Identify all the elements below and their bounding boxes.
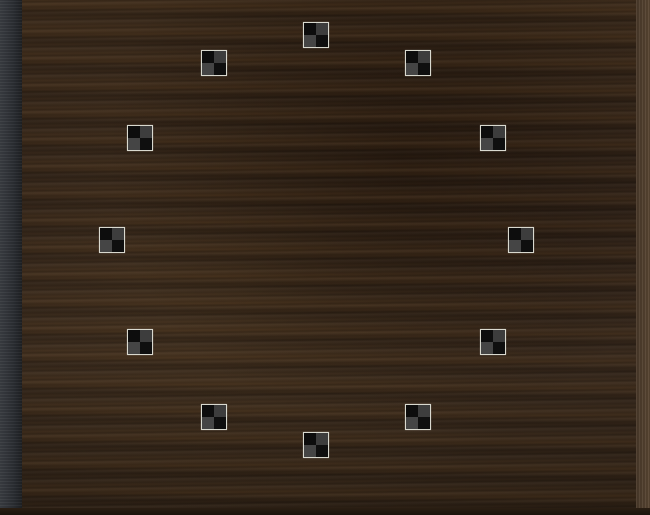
bottom-edge-strip bbox=[0, 508, 650, 515]
left-edge-strip bbox=[0, 0, 22, 515]
right-edge-strip bbox=[636, 0, 650, 515]
fiducial-marker-6 bbox=[303, 432, 329, 458]
fiducial-marker-5 bbox=[405, 404, 431, 430]
fiducial-marker-4 bbox=[480, 329, 506, 355]
fiducial-marker-12 bbox=[303, 22, 329, 48]
wooden-board bbox=[22, 0, 636, 515]
fiducial-marker-3 bbox=[508, 227, 534, 253]
fiducial-marker-11 bbox=[201, 50, 227, 76]
fiducial-marker-2 bbox=[480, 125, 506, 151]
fiducial-marker-9 bbox=[99, 227, 125, 253]
fiducial-marker-10 bbox=[127, 125, 153, 151]
fiducial-marker-1 bbox=[405, 50, 431, 76]
fiducial-marker-8 bbox=[127, 329, 153, 355]
fiducial-marker-7 bbox=[201, 404, 227, 430]
